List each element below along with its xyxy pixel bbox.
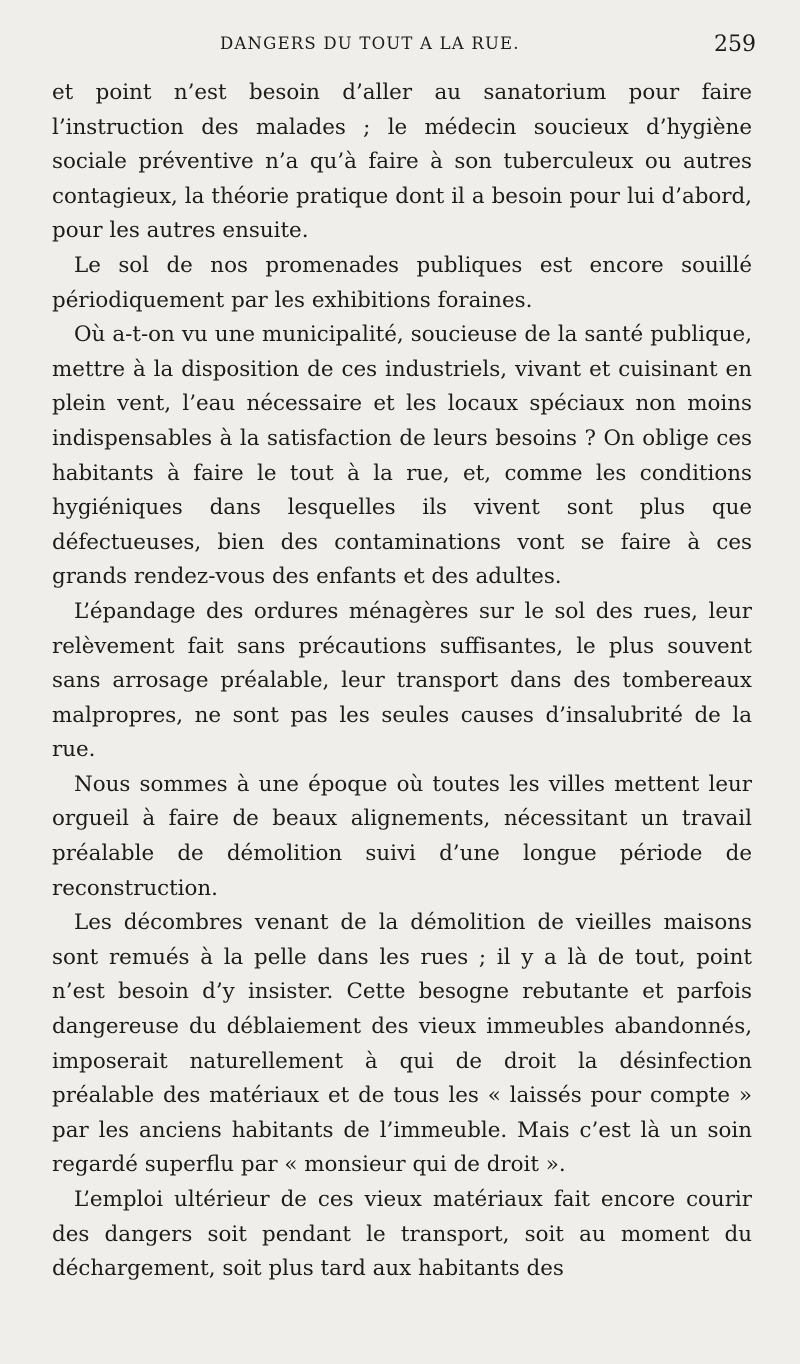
- running-title: DANGERS DU TOUT A LA RUE.: [220, 34, 520, 53]
- paragraph: L’emploi ultérieur de ces vieux matériaux fait encore courir des dangers soit pendant le transport, soit au moment du déchargement, soit plus tard aux habitants des: [52, 1187, 752, 1282]
- page-number: 259: [714, 32, 756, 57]
- paragraph: Où a-t-on vu une municipalité, soucieuse de la santé publique, mettre à la disposition de ces industriels, vivant et cuisinant en plein vent, l’eau nécessaire et les locaux spéciaux non moins indispensables à la satisfaction de leurs besoins ? On oblige ces habitants à faire le tout à la rue, et, comme les conditions hygiéniques dans lesquelles ils vivent sont plus que défectueuses, bien des contaminations vont se faire à ces grands rendez-vous des enfants et des adultes.: [52, 322, 752, 590]
- running-head: [52, 32, 756, 64]
- paragraph: Les décombres venant de la démolition de vieilles maisons sont remués à la pelle dans les rues ; il y a là de tout, point n’est besoin d’y insister. Cette besogne rebutante et parfois dangereuse du déblaiement des vieux immeubles abandonnés, imposerait naturellement à qui de droit la désinfection préalable des matériaux et de tous les « laissés pour compte » par les anciens habitants de l’immeuble. Mais c’est là un soin regardé superflu par « monsieur qui de droit ».: [52, 910, 752, 1178]
- body-text: [52, 76, 752, 1287]
- paragraph: Nous sommes à une époque où toutes les villes mettent leur orgueil à faire de beaux alignements, nécessitant un travail préalable de démolition suivi d’une longue période de reconstruction.: [52, 771, 752, 901]
- paragraph: L’épandage des ordures ménagères sur le sol des rues, leur relèvement fait sans précautions suffisantes, le plus souvent sans arrosage préalable, leur transport dans des tombereaux malpropres, ne sont pas les seules causes d’insalubrité de la rue.: [52, 598, 752, 763]
- paragraph: Le sol de nos promenades publiques est encore souillé périodiquement par les exhibitions foraines.: [52, 252, 752, 313]
- paragraph-continuation: et point n’est besoin d’aller au sanatorium pour faire l’instruction des malades ; le médecin soucieux d’hygiène sociale préventive n’a qu’à faire à son tuberculeux ou autres contagieux, la théorie pratique dont il a besoin pour lui d’abord, pour les autres ensuite.: [52, 80, 752, 244]
